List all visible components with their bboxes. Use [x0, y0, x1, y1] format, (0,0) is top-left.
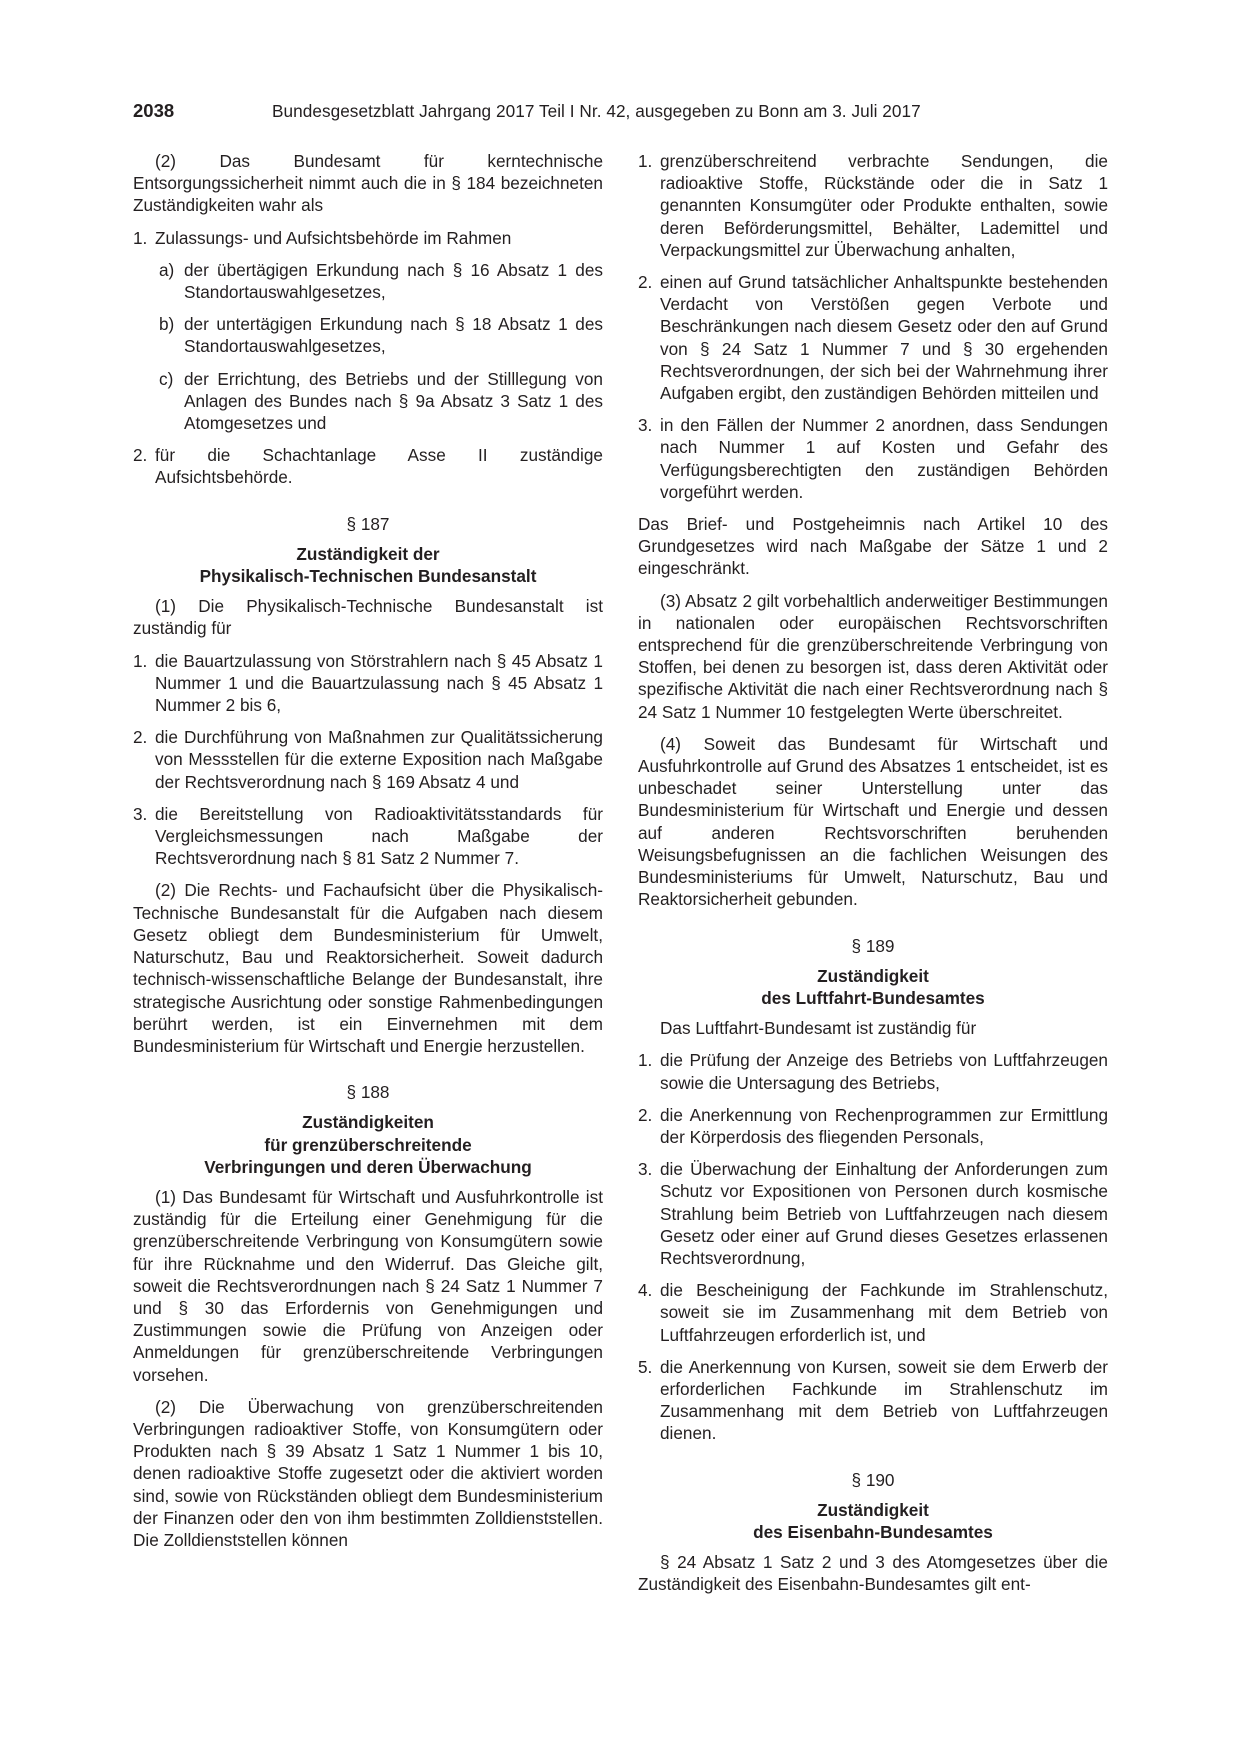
- item-number: 1.: [133, 227, 148, 248]
- section-number-187: § 187: [346, 513, 390, 534]
- list-item: [638, 1158, 1108, 1269]
- section-number-188: § 188: [346, 1082, 390, 1103]
- sub-list-item: [133, 368, 603, 435]
- list-item: [133, 650, 603, 717]
- sub-list-item: [133, 259, 603, 303]
- paragraph-188-1: (1) Das Bundesamt für Wirtschaft und Ausfuhrkontrolle ist zuständig für die Erteilung einer Genehmigung für die grenzüberschreitende Verbringung von Konsumgütern sowie für ihre Rücknahme und den Widerruf. Das Gleiche gilt, soweit die Rechtsverordnungen nach § 24 Satz 1 Nummer 7 und § 30 das Erfordernis von Genehmigungen und Zustimmungen sowie die Prüfung von Anzeigen oder Anmeldungen für grenzüberschreitende Verbringungen vorsehen.: [133, 1186, 603, 1385]
- item-text: die Anerkennung von Rechenprogrammen zur Ermittlung der Körperdosis des fliegenden Personals,: [660, 1104, 1108, 1147]
- list-item: [638, 414, 1108, 503]
- section-title-189: [638, 965, 1108, 1009]
- list-item: [638, 1356, 1108, 1445]
- list-item: [638, 150, 1108, 261]
- item-text: der übertägigen Erkundung nach § 16 Absatz 1 des Standortauswahlgesetzes,: [184, 259, 603, 303]
- item-number: 3.: [133, 803, 148, 824]
- section-number-190: § 190: [851, 1469, 895, 1490]
- item-text: die Bescheinigung der Fachkunde im Strahlenschutz, soweit sie im Zusammenhang mit dem Betrieb von Luftfahrzeugen erforderlich ist, und: [660, 1280, 1108, 1345]
- item-text: die Prüfung der Anzeige des Betriebs von Luftfahrzeugen sowie die Untersagung des Betriebs,: [660, 1050, 1108, 1093]
- section-number-189: § 189: [851, 935, 895, 956]
- title-line: Zuständigkeit: [817, 1499, 929, 1520]
- item-number: 5.: [638, 1356, 653, 1377]
- list-item: [638, 1279, 1108, 1346]
- item-text: die Bauartzulassung von Störstrahlern nach § 45 Absatz 1 Nummer 1 und die Bauartzulassung nach § 45 Absatz 1 Nummer 2 bis 6,: [155, 650, 603, 716]
- item-number: 2.: [638, 1104, 653, 1125]
- item-text: der untertägigen Erkundung nach § 18 Absatz 1 des Standortauswahlgesetzes,: [184, 314, 603, 357]
- item-text: grenzüberschreitend verbrachte Sendungen, die radioaktive Stoffe, Rückstände oder die in Satz 1 genannten Konsumgüter oder Produkte enthalten, sowie deren Beförderungsmittel, Behälter, Lademittel und Verpackungsmittel zur Überwachung anhalten,: [660, 151, 1108, 260]
- paragraph-188-4: (4) Soweit das Bundesamt für Wirtschaft und Ausfuhrkontrolle auf Grund des Absatzes 1 entscheidet, ist es unbeschadet seiner Unterstellung unter das Bundesministerium für Wirtschaft und Energie und dessen auf anderen Rechtsvorschriften beruhenden Weisungsbefugnissen an die fachlichen Weisungen des Bundesministeriums für Umwelt, Naturschutz, Bau und Reaktorsicherheit gebunden.: [638, 733, 1108, 910]
- title-line: für grenzüberschreitende: [264, 1134, 472, 1155]
- list-item: [133, 227, 603, 249]
- item-text: die Bereitstellung von Radioaktivitätsstandards für Vergleichsmessungen nach Maßgabe der Rechtsverordnung nach § 81 Satz 2 Nummer 7.: [155, 803, 603, 869]
- item-number: 2.: [638, 272, 653, 293]
- title-line: Zuständigkeiten: [302, 1112, 434, 1133]
- left-column: [133, 150, 603, 1561]
- page-number: 2038: [133, 100, 175, 121]
- title-line: Zuständigkeit der: [296, 543, 440, 564]
- item-number: 1.: [638, 151, 653, 171]
- list-item: [638, 271, 1108, 404]
- item-number: 4.: [638, 1280, 653, 1301]
- paragraph-186-2: (2) Das Bundesamt für kerntechnische Entsorgungssicherheit nimmt auch die in § 184 bezeichneten Zuständigkeiten wahr als: [133, 151, 603, 216]
- item-text: die Anerkennung von Kursen, soweit sie dem Erwerb der erforderlichen Fachkunde im Strahlenschutz im Zusammenhang mit dem Betrieb von Luftfahrzeugen dienen.: [660, 1356, 1108, 1444]
- paragraph-190-1: § 24 Absatz 1 Satz 2 und 3 des Atomgesetzes über die Zuständigkeit des Eisenbahn-Bundesamtes gilt ent-: [638, 1552, 1108, 1595]
- paragraph-188-postal-secrecy: Das Brief- und Postgeheimnis nach Artikel 10 des Grundgesetzes wird nach Maßgabe der Sätze 1 und 2 eingeschränkt.: [638, 514, 1108, 579]
- item-number: 3.: [638, 1159, 653, 1180]
- section-title-188: [133, 1111, 603, 1178]
- item-number: 3.: [638, 415, 653, 436]
- title-line: des Luftfahrt-Bundesamtes: [761, 987, 985, 1008]
- item-text: die Durchführung von Maßnahmen zur Qualitätssicherung von Messstellen für die externe Exposition nach Maßgabe der Rechtsverordnung nach § 169 Absatz 4 und: [155, 727, 603, 792]
- paragraph-188-3: (3) Absatz 2 gilt vorbehaltlich anderweitiger Bestimmungen in nationalen oder europäischen Rechtsvorschriften entsprechend für die grenzüberschreitende Verbringung von Stoffen, bei denen zu besorgen ist, dass deren Aktivität oder spezifische Aktivität die nach einer Rechtsverordnung nach § 24 Satz 1 Nummer 10 festgelegten Werte überschreitet.: [638, 590, 1108, 722]
- item-text: der Errichtung, des Betriebs und der Stilllegung von Anlagen des Bundes nach § 9a Absatz 3 Satz 1 des Atomgesetzes und: [184, 368, 603, 434]
- list-item: [133, 444, 603, 488]
- item-number: 2.: [133, 445, 148, 466]
- item-text: in den Fällen der Nummer 2 anordnen, dass Sendungen nach Nummer 1 auf Kosten und Gefahr des Verfügungsberechtigten den zuständigen Behörden vorgeführt werden.: [660, 415, 1108, 502]
- item-number: 2.: [133, 727, 148, 748]
- item-letter: a): [159, 259, 175, 280]
- section-title-187: [133, 543, 603, 587]
- title-line: Zuständigkeit: [817, 965, 929, 986]
- right-column: [638, 150, 1108, 1606]
- section-title-190: [638, 1499, 1108, 1543]
- item-text: die Überwachung der Einhaltung der Anforderungen zum Schutz vor Expositionen von Personen durch kosmische Strahlung beim Betrieb von Luftfahrzeugen nach diesem Gesetz oder einer auf Grund dieses Gesetzes erlassenen Rechtsverordnung,: [660, 1159, 1108, 1268]
- paragraph-188-2: (2) Die Überwachung von grenzüberschreitenden Verbringungen radioaktiver Stoffe, von Konsumgütern oder Produkten nach § 39 Absatz 1 Satz 1 Nummer 1 bis 10, denen radioaktive Stoffe zugesetzt oder die aktiviert worden sind, sowie von Rückständen obliegt dem Bundesministerium der Finanzen oder den von ihm bestimmten Zolldienststellen. Die Zolldienststellen können: [133, 1396, 603, 1550]
- item-number: 1.: [638, 1050, 653, 1071]
- page-header: [133, 100, 1108, 126]
- title-line: des Eisenbahn-Bundesamtes: [753, 1521, 993, 1542]
- paragraph-187-1: (1) Die Physikalisch-Technische Bundesanstalt ist zuständig für: [133, 596, 603, 639]
- paragraph-189-intro: Das Luftfahrt-Bundesamt ist zuständig für: [660, 1018, 977, 1039]
- item-letter: c): [159, 368, 174, 389]
- list-item: [133, 803, 603, 870]
- item-text: für die Schachtanlage Asse II zuständige Aufsichtsbehörde.: [155, 445, 603, 488]
- item-text: einen auf Grund tatsächlicher Anhaltspunkte bestehenden Verdacht von Verstößen gegen Verbote und Beschränkungen nach diesem Gesetz oder den auf Grund von § 24 Satz 1 Nummer 7 und § 30 ergehenden Rechtsverordnungen, der sich bei der Wahrnehmung ihrer Aufgaben ergibt, den zuständigen Behörden mitteilen und: [660, 272, 1108, 404]
- paragraph-187-2: (2) Die Rechts- und Fachaufsicht über die Physikalisch-Technische Bundesanstalt für die Aufgaben nach diesem Gesetz obliegt dem Bundesministerium für Umwelt, Naturschutz, Bau und Reaktorsicherheit. Soweit dadurch technisch-wissenschaftliche Belange der Bundesanstalt, ihre strategische Ausrichtung oder sonstige Rahmenbedingungen berührt werden, ist ein Einvernehmen mit dem Bundesministerium für Wirtschaft und Energie herzustellen.: [133, 880, 603, 1056]
- list-item: [133, 726, 603, 793]
- item-letter: b): [159, 314, 175, 335]
- item-text: Zulassungs- und Aufsichtsbehörde im Rahmen: [155, 227, 512, 248]
- sub-list-item: [133, 313, 603, 357]
- item-number: 1.: [133, 650, 148, 671]
- running-title: Bundesgesetzblatt Jahrgang 2017 Teil I Nr. 42, ausgegeben zu Bonn am 3. Juli 2017: [272, 101, 921, 121]
- list-item: [638, 1049, 1108, 1093]
- title-line: Verbringungen und deren Überwachung: [204, 1156, 532, 1177]
- list-item: [638, 1104, 1108, 1148]
- title-line: Physikalisch-Technischen Bundesanstalt: [199, 566, 537, 587]
